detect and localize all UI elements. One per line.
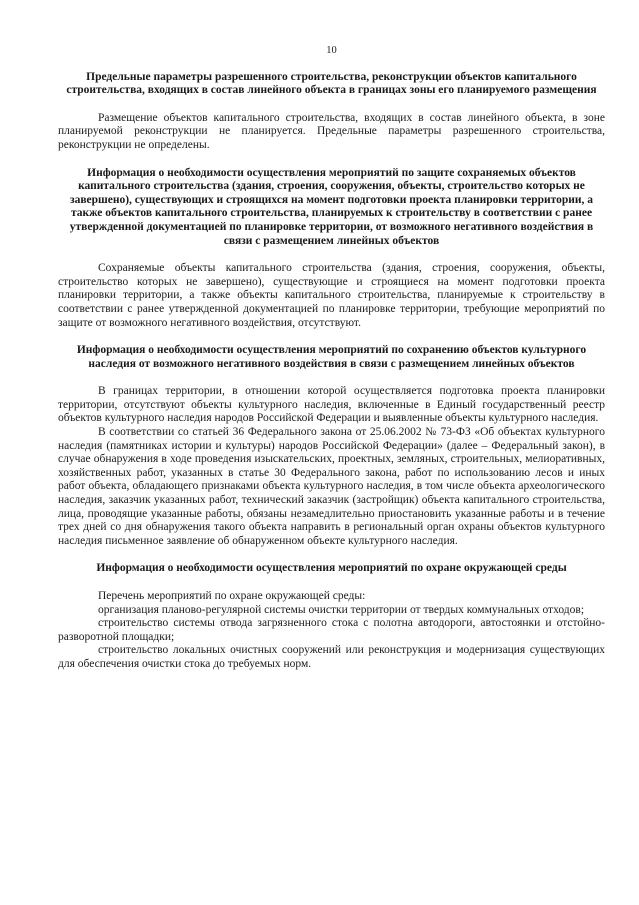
section-environment (58, 562, 605, 671)
paragraph: Сохраняемые объекты капитального строительства (здания, строения, сооружения, объекты, строительство которых не завершено), существующие и строящиеся на момент подготовки проекта планировки территории, а также объекты капитального строительства, планируемые к строительству в соответствии с ранее утвержденной документацией по планировке территории, требующие мероприятий по защите от возможного негативного воздействия, отсутствуют. (58, 262, 605, 329)
paragraph: Размещение объектов капитального строительства, входящих в состав линейного объекта, в зоне планируемой реконструкции не планируется. Предельные параметры разрешенного строительства, реконструкции не определены. (58, 111, 605, 151)
paragraph: В границах территории, в отношении которой осуществляется подготовка проекта планировки территории, отсутствуют объекты культурного наследия, включенные в Единый государственный реестр объектов культурного наследия народов Российской Федерации и выявленные объекты культурного наследия. (58, 385, 605, 425)
page-number: 10 (326, 45, 337, 56)
list-item: строительство локальных очистных сооружений или реконструкция и модернизация существующих для обеспечения очистки стока до требуемых норм. (58, 644, 605, 670)
section-heading: Информация о необходимости осуществления мероприятий по сохранению объектов культурного наследия от возможного негативного воздействия в связи с размещением линейных объектов (76, 344, 587, 370)
section-cultural-heritage (58, 344, 605, 548)
list-item: строительство системы отвода загрязненного стока с полотна автодороги, автостоянки и отстойно-разворотной площадки; (58, 617, 605, 643)
list-item: организация планово-регулярной системы очистки территории от твердых коммунальных отходов; (98, 603, 585, 616)
section-protection-measures (58, 167, 605, 331)
section-heading: Информация о необходимости осуществления мероприятий по охране окружающей среды (96, 562, 567, 575)
paragraph: В соответствии со статьей 36 Федерального закона от 25.06.2002 № 73-ФЗ «Об объектах культурного наследия (памятниках истории и культуры) народов Российской Федерации» (далее – Федеральный закон), в случае обнаружения в ходе проведения изыскательских, проектных, земляных, строительных, мелиоративных, хозяйственных работ, указанных в статье 30 Федерального закона, работ по использованию лесов и иных работ объекта, обладающего признаками объекта культурного наследия, в том числе объекта археологического наследия, заказчик указанных работ, технический заказчик (застройщик) объекта капитального строительства, лица, проводящие указанные работы, обязаны незамедлительно приостановить указанные работы и в течение трех дней со дня обнаружения такого объекта направить в региональный орган охраны объектов культурного наследия письменное заявление об обнаруженном объекте культурного наследия. (58, 426, 605, 547)
section-construction-parameters (58, 71, 605, 153)
section-heading: Информация о необходимости осуществления мероприятий по защите сохраняемых объектов капитального строительства (здания, строения, сооружения, объекты, строительство которых не завершено), существующих и строящихся на момент подготовки проекта планировки территории, а также объектов капитального строительства, планируемых к строительству в соответствии с ранее утвержденной документацией по планировке территории, от возможного негативного воздействия в связи с размещением линейных объектов (69, 166, 594, 247)
paragraph: Перечень мероприятий по охране окружающей среды: (98, 590, 366, 602)
section-heading: Предельные параметры разрешенного строительства, реконструкции объектов капитального строительства, входящих в состав линейного объекта в границах зоны его планируемого размещения (66, 70, 597, 97)
